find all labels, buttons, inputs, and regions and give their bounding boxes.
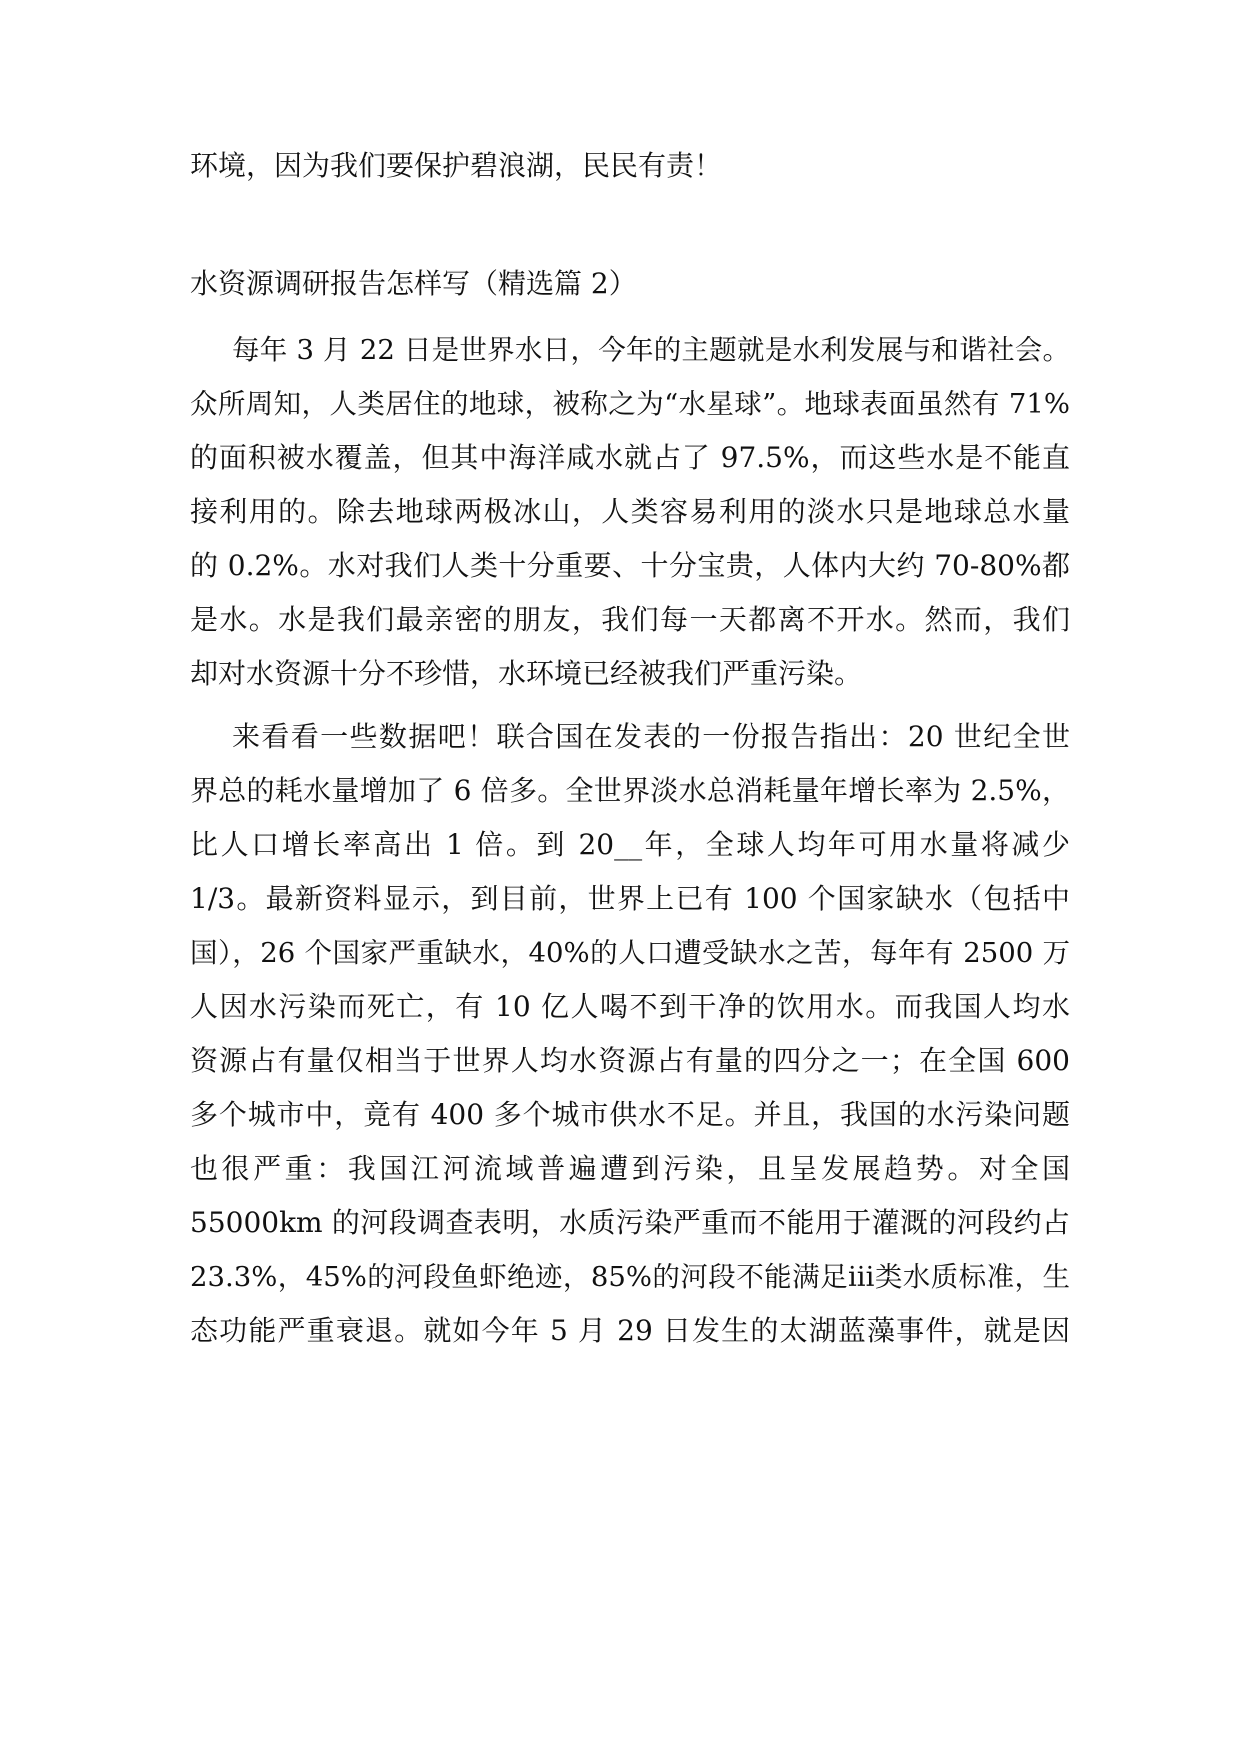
- section-title: 水资源调研报告怎样写（精选篇 2）: [190, 267, 637, 300]
- paragraph-line: 比人口增长率高出 1 倍。到 20__年，全球人均年可用水量将减少: [190, 828, 1070, 861]
- paragraph-line: 资源占有量仅相当于世界人均水资源占有量的四分之一；在全国 600: [190, 1044, 1070, 1077]
- paragraph-line: 接利用的。除去地球两极冰山，人类容易利用的淡水只是地球总水量: [190, 495, 1070, 528]
- paragraph-line: 1/3。最新资料显示，到目前，世界上已有 100 个国家缺水（包括中: [190, 882, 1070, 915]
- paragraph-line: 55000km 的河段调查表明，水质污染严重而不能用于灌溉的河段约占: [190, 1206, 1070, 1239]
- paragraph-line: 来看看一些数据吧！联合国在发表的一份报告指出：20 世纪全世: [232, 720, 1070, 753]
- paragraph-line: 态功能严重衰退。就如今年 5 月 29 日发生的太湖蓝藻事件，就是因: [190, 1314, 1070, 1347]
- paragraph-line: 的 0.2%。水对我们人类十分重要、十分宝贵，人体内大约 70-80%都: [190, 549, 1070, 582]
- paragraph-line: 也很严重：我国江河流域普遍遭到污染，且呈发展趋势。对全国: [190, 1152, 1070, 1185]
- paragraph-line: 23.3%，45%的河段鱼虾绝迹，85%的河段不能满足iii类水质标准，生: [190, 1261, 1070, 1293]
- paragraph-line: 是水。水是我们最亲密的朋友，我们每一天都离不开水。然而，我们: [190, 603, 1070, 636]
- paragraph-line: 的面积被水覆盖，但其中海洋咸水就占了 97.5%，而这些水是不能直: [190, 441, 1070, 474]
- paragraph-line: 每年 3 月 22 日是世界水日，今年的主题就是水利发展与和谐社会。: [232, 334, 1070, 366]
- paragraph-line: 人因水污染而死亡，有 10 亿人喝不到干净的饮用水。而我国人均水: [190, 990, 1070, 1023]
- paragraph-line: 国），26 个国家严重缺水，40%的人口遭受缺水之苦，每年有 2500 万: [190, 937, 1070, 969]
- paragraph-line: 众所周知，人类居住的地球，被称之为“水星球”。地球表面虽然有 71%: [190, 388, 1070, 420]
- paragraph-line: 界总的耗水量增加了 6 倍多。全世界淡水总消耗量年增长率为 2.5%，: [190, 774, 1070, 807]
- paragraph-line: 多个城市中，竟有 400 多个城市供水不足。并且，我国的水污染问题: [190, 1098, 1070, 1131]
- continuation-line: 环境，因为我们要保护碧浪湖，民民有责！: [190, 149, 723, 182]
- paragraph-line: 却对水资源十分不珍惜，水环境已经被我们严重污染。: [190, 657, 863, 690]
